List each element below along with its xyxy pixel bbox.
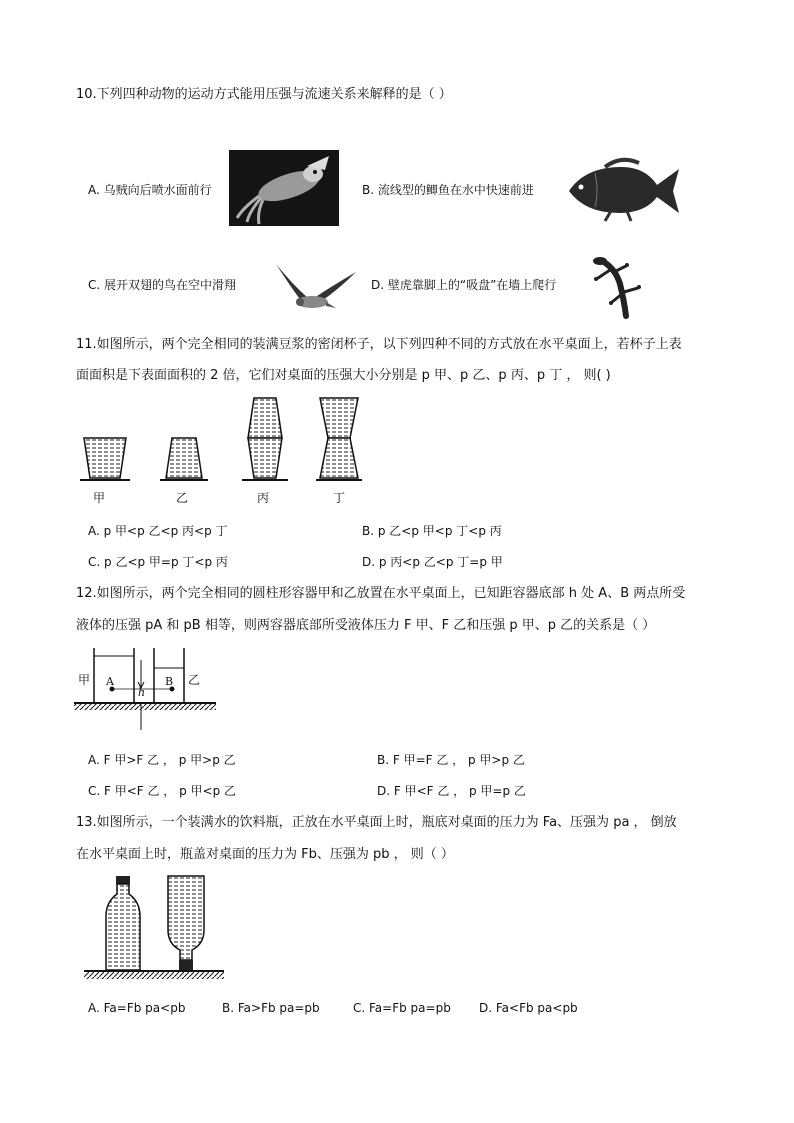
squid-photo <box>229 150 339 226</box>
q11-option-d: D. p 丙<p 乙<p 丁=p 甲 <box>362 555 503 569</box>
cups-figure <box>80 394 370 506</box>
cup-label-jia: 甲 <box>93 491 106 505</box>
q10-option-d: D. 壁虎靠脚上的“吸盘”在墙上爬行 <box>371 278 557 292</box>
q12-stem-line2: 液体的压强 pA 和 pB 相等，则两容器底部所受液体压力 F 甲、F 乙和压强 p 甲、p 乙的关系是（ ） <box>76 618 656 633</box>
height-label-h: h <box>138 686 146 699</box>
point-label-a: A <box>106 675 114 688</box>
gliding-bird-illustration <box>272 262 358 314</box>
q10-option-b: B. 流线型的鲫鱼在水中快速前进 <box>362 183 534 197</box>
q11-option-a: A. p 甲<p 乙<p 丙<p 丁 <box>88 524 228 538</box>
q13-option-c: C. Fa=Fb pa=pb <box>353 1001 451 1015</box>
q10-option-c: C. 展开双翅的鸟在空中滑翔 <box>88 278 237 292</box>
crucian-fish-illustration <box>565 155 683 223</box>
cup-label-yi: 乙 <box>176 491 189 505</box>
q12-option-a: A. F 甲>F 乙 ， p 甲>p 乙 <box>88 753 236 767</box>
q13-option-b: B. Fa>Fb pa=pb <box>222 1001 320 1015</box>
container-label-jia: 甲 <box>78 673 91 687</box>
q10-option-a: A. 乌贼向后喷水面前行 <box>88 183 212 197</box>
q12-option-b: B. F 甲=F 乙 ， p 甲>p 乙 <box>377 753 525 767</box>
q11-option-c: C. p 乙<p 甲=p 丁<p 丙 <box>88 555 228 569</box>
gecko-illustration <box>586 256 652 320</box>
cup-label-bing: 丙 <box>257 491 270 505</box>
q12-stem-line1: 12.如图所示，两个完全相同的圆柱形容器甲和乙放置在水平桌面上，已知距容器底部 h 处 A、B 两点所受 <box>76 586 686 601</box>
q11-option-b: B. p 乙<p 甲<p 丁<p 丙 <box>362 524 502 538</box>
q11-stem-line1: 11.如图所示，两个完全相同的装满豆浆的密闭杯子，以下列四种不同的方式放在水平桌面上，若杯子上表 <box>76 337 682 352</box>
cup-label-ding: 丁 <box>333 491 346 505</box>
q13-option-d: D. Fa<Fb pa<pb <box>479 1001 578 1015</box>
q10-stem: 10.下列四种动物的运动方式能用压强与流速关系来解释的是（ ） <box>76 87 452 102</box>
containers-figure <box>74 646 224 732</box>
q13-option-a: A. Fa=Fb pa<pb <box>88 1001 186 1015</box>
q13-stem-line1: 13.如图所示，一个装满水的饮料瓶，正放在水平桌面上时，瓶底对桌面的压力为 Fa、压强为 pa ， 倒放 <box>76 815 677 830</box>
q11-stem-line2: 面面积是下表面面积的 2 倍，它们对桌面的压强大小分别是 p 甲、p 乙、p 丙、p 丁 ， 则( ) <box>76 368 611 383</box>
container-label-yi: 乙 <box>188 673 201 687</box>
q13-stem-line2: 在水平桌面上时，瓶盖对桌面的压力为 Fb、压强为 pb ， 则（ ） <box>76 847 454 862</box>
bottles-figure <box>84 872 226 984</box>
q12-option-d: D. F 甲<F 乙 ， p 甲=p 乙 <box>377 784 526 798</box>
point-label-b: B <box>165 675 174 688</box>
q12-option-c: C. F 甲<F 乙 ， p 甲<p 乙 <box>88 784 237 798</box>
